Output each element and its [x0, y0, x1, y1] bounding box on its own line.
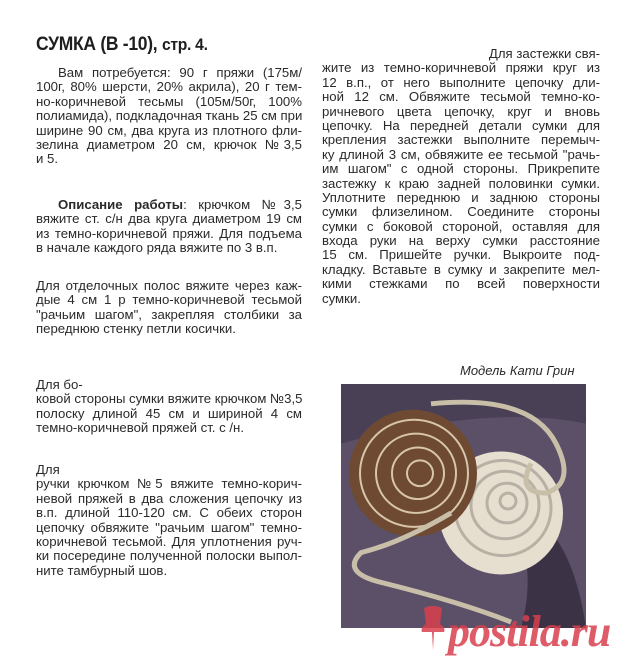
text-line: ручки крючком №5 вяжите темно-корич-	[36, 477, 302, 492]
work-paragraph	[36, 198, 302, 256]
postila-watermark	[418, 604, 633, 660]
pin-icon	[418, 604, 448, 652]
text-line: цепочку. На передней детали сумки для	[322, 118, 600, 133]
title-page: стр. 4.	[161, 35, 208, 54]
text-line: сумки с боковой стороной, оставляя для	[322, 219, 600, 234]
work-line	[36, 198, 302, 212]
text-line: полиамида), подкладочная ткань 25 см при	[36, 109, 302, 124]
title-main: СУМКА (В -10),	[36, 34, 158, 55]
text-line: ните тамбурный шов.	[36, 563, 168, 578]
text-line: в начале каждого ряда вяжите по 3 в.п.	[36, 241, 278, 256]
text-line: ричневого цвета цепочку, круг и вновь	[322, 104, 600, 119]
clasp-paragraph	[322, 47, 600, 306]
text-line: сумки.	[322, 291, 361, 306]
materials-paragraph	[36, 66, 302, 167]
text-line: Для застежки свя-	[488, 47, 600, 61]
text-line: Для	[36, 463, 60, 477]
text-line: в.п. длиной 110-120 см. С обеих сторон	[36, 506, 302, 521]
text-line: 100г, 80% шерсти, 20% акрила), 20 г тем-	[36, 80, 302, 95]
text-line: темно-коричневой пряжей ст. с /н.	[36, 421, 244, 436]
text-line: застежку к краю задней половинки сумки.	[322, 176, 600, 191]
text-line: переднюю стенку петли косички.	[36, 322, 236, 337]
text-line: коричневой тесьмой. Для уплотнения руч-	[36, 534, 302, 549]
side-paragraph	[36, 378, 302, 436]
text-line: им шагом" с одной стороны. Прикрепите	[322, 162, 600, 177]
text-line: 15 см. Пришейте ручки. Выкроите под-	[322, 248, 600, 263]
text-line: жите из темно-коричневой пряжи круг из	[322, 61, 600, 76]
text-line: кладку. Вставьте в сумку и закрепите мел-	[322, 262, 600, 277]
text-line: Для бо-	[36, 378, 83, 392]
text-line: Вам потребуется: 90 г пряжи (175м/	[58, 66, 302, 80]
handle-paragraph	[36, 463, 302, 578]
stripes-paragraph	[36, 279, 302, 337]
work-heading: Описание работы	[58, 198, 184, 212]
model-signature: Модель Кати Грин	[460, 363, 575, 378]
text-line: ной 12 см. Обвяжите тесьмой темно-ко-	[322, 90, 600, 105]
work-text: : крючком №3,5	[183, 198, 302, 212]
bag-photo	[341, 384, 586, 628]
text-line: дые 4 см 1 р темно-коричневой тесьмой	[36, 293, 302, 308]
text-line: ширине 90 см, два круга из плотного фли-	[36, 123, 302, 138]
page-title	[36, 34, 208, 56]
text-line: Для отделочных полос вяжите через каж-	[36, 279, 302, 293]
text-line: Уплотните переднюю и заднюю стороны	[322, 190, 600, 205]
text-line: цепочку обвяжите "рачьим шагом" темно-	[36, 520, 302, 535]
text-line: но-коричневой тесьмы (105м/50г, 100%	[36, 94, 302, 109]
text-line: 12 в.п., от него выполните цепочку дли-	[322, 75, 600, 90]
text-line: крепления застежки выполните перемыч-	[322, 133, 600, 148]
watermark-text: postila.ru	[448, 607, 611, 656]
text-line: ку длиной 3 см, обвяжите ее тесьмой "рачь-	[322, 147, 600, 162]
text-line: и 5.	[36, 152, 59, 167]
text-line: ки посередине полученной полоски выпол-	[36, 549, 302, 564]
text-line: ковой стороны сумки вяжите крючком №3,5	[36, 392, 302, 407]
text-line: из темно-коричневой пряжи. Для подъема	[36, 226, 302, 241]
text-line: кими стежками по всей поверхности	[322, 277, 600, 292]
brown-bag	[349, 410, 477, 537]
text-line: вяжите ст. с/н два круга диаметром 19 см	[36, 212, 302, 227]
text-line: полоску длиной 45 см и шириной 4 см	[36, 406, 302, 421]
text-line: зелина диаметром 20 см, крючок №3,5	[36, 137, 302, 152]
text-line: "рачьим шагом", закрепляя столбики за	[36, 307, 302, 322]
text-line: входа руки на верху сумки расстояние	[322, 234, 600, 249]
text-line: невой пряжей в два сложения цепочку из	[36, 491, 302, 506]
text-line: сумки флизелином. Соедините стороны	[322, 205, 600, 220]
